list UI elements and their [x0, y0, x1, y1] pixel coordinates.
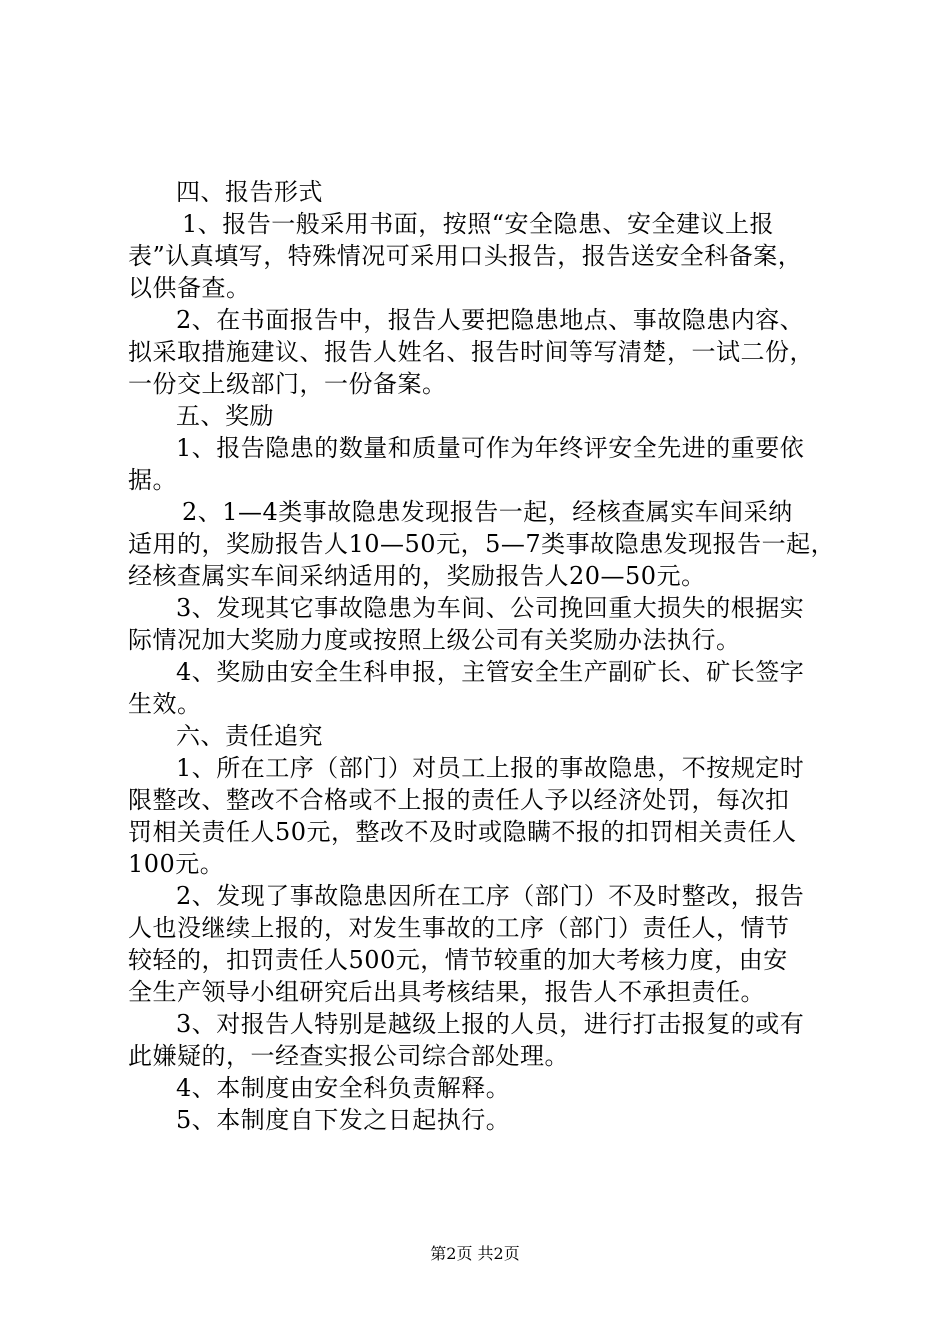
paragraph-line: 2、发现了事故隐患因所在工序（部门）不及时整改，报告: [176, 882, 805, 910]
section-heading-rewards: 五、奖励: [176, 402, 274, 430]
page-footer: 第2页 共2页: [430, 1244, 520, 1263]
paragraph-line: 3、发现其它事故隐患为车间、公司挽回重大损失的根据实: [176, 594, 805, 622]
paragraph-line: 一份交上级部门，一份备案。: [128, 370, 447, 398]
paragraph-line: 限整改、整改不合格或不上报的责任人予以经济处罚，每次扣: [128, 786, 790, 814]
paragraph-line: 拟采取措施建议、报告人姓名、报告时间等写清楚，一试二份，: [128, 338, 814, 366]
paragraph-line: 据。: [128, 466, 177, 494]
paragraph-line: 全生产领导小组研究后出具考核结果，报告人不承担责任。: [128, 978, 765, 1006]
paragraph-line: 100元。: [128, 850, 225, 878]
paragraph-line: 际情况加大奖励力度或按照上级公司有关奖励办法执行。: [128, 626, 741, 654]
paragraph-line: 4、奖励由安全生科申报，主管安全生产副矿长、矿长签字: [176, 658, 805, 686]
paragraph-line: 1、所在工序（部门）对员工上报的事故隐患，不按规定时: [176, 754, 805, 782]
paragraph-line: 较轻的，扣罚责任人500元，情节较重的加大考核力度，由安: [128, 946, 788, 974]
paragraph-line: 1、报告一般采用书面，按照“安全隐患、安全建议上报: [182, 210, 775, 238]
paragraph-line: 2、在书面报告中，报告人要把隐患地点、事故隐患内容、: [176, 306, 805, 334]
section-heading-accountability: 六、责任追究: [176, 722, 323, 750]
paragraph-line: 1、报告隐患的数量和质量可作为年终评安全先进的重要依: [176, 434, 805, 462]
paragraph-line: 2、1—4类事故隐患发现报告一起，经核查属实车间采纳: [182, 498, 793, 526]
section-heading-report-form: 四、报告形式: [176, 178, 323, 206]
paragraph-line: 适用的，奖励报告人10—50元，5—7类事故隐患发现报告一起，: [128, 530, 836, 558]
paragraph-line: 此嫌疑的，一经查实报公司综合部处理。: [128, 1042, 569, 1070]
paragraph-line: 5、本制度自下发之日起执行。: [176, 1106, 511, 1134]
paragraph-line: 以供备查。: [128, 274, 251, 302]
paragraph-line: 3、对报告人特别是越级上报的人员，进行打击报复的或有: [176, 1010, 805, 1038]
paragraph-line: 表”认真填写，特殊情况可采用口头报告，报告送安全科备案，: [128, 242, 803, 270]
paragraph-line: 人也没继续上报的，对发生事故的工序（部门）责任人，情节: [128, 914, 790, 942]
paragraph-line: 经核查属实车间采纳适用的，奖励报告人20—50元。: [128, 562, 706, 590]
paragraph-line: 生效。: [128, 690, 202, 718]
paragraph-line: 罚相关责任人50元，整改不及时或隐瞒不报的扣罚相关责任人: [128, 818, 797, 846]
paragraph-line: 4、本制度由安全科负责解释。: [176, 1074, 511, 1102]
